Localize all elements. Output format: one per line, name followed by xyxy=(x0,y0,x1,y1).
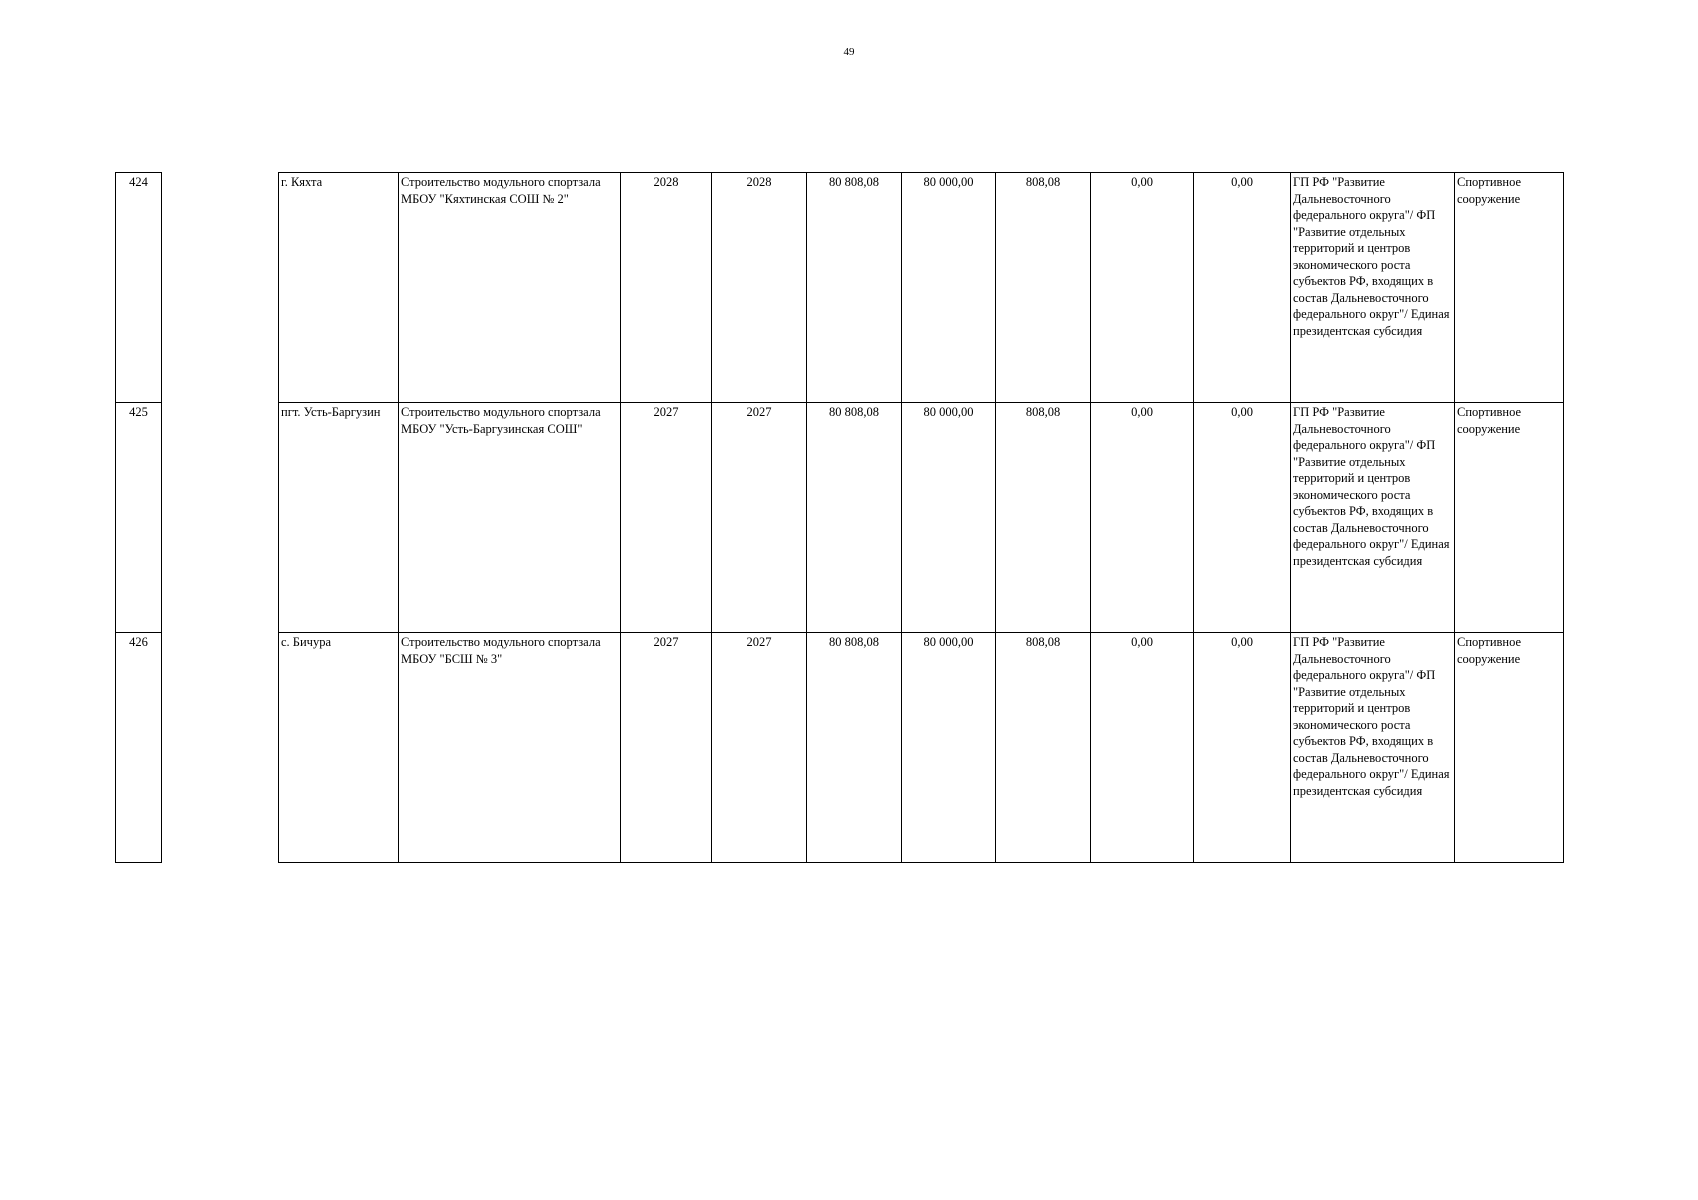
location-cell: пгт. Усть-Баргузин xyxy=(278,402,399,633)
row-number-cell: 426 xyxy=(115,632,162,863)
other-cell: 0,00 xyxy=(1193,632,1291,863)
year-start-cell: 2028 xyxy=(620,172,712,403)
other-cell: 0,00 xyxy=(1193,402,1291,633)
object-type-cell: Спортивное сооружение xyxy=(1454,632,1564,863)
federal-cell: 80 000,00 xyxy=(901,172,996,403)
object-type-cell: Спортивное сооружение xyxy=(1454,402,1564,633)
total-cell: 80 808,08 xyxy=(806,402,902,633)
local-cell: 0,00 xyxy=(1090,402,1194,633)
federal-cell: 80 000,00 xyxy=(901,402,996,633)
regional-cell: 808,08 xyxy=(995,172,1091,403)
program-cell: ГП РФ "Развитие Дальневосточного федерального округа"/ ФП "Развитие отдельных территорий и центров экономического роста субъектов РФ, входящих в состав Дальневосточного федерального округ"/ Единая президентская субсидия xyxy=(1290,172,1455,403)
total-cell: 80 808,08 xyxy=(806,172,902,403)
local-cell: 0,00 xyxy=(1090,632,1194,863)
location-cell: г. Кяхта xyxy=(278,172,399,403)
year-start-cell: 2027 xyxy=(620,632,712,863)
row-number-cell: 424 xyxy=(115,172,162,403)
table-row xyxy=(0,402,1698,633)
year-end-cell: 2028 xyxy=(711,172,807,403)
row-number-cell: 425 xyxy=(115,402,162,633)
table-row xyxy=(0,172,1698,403)
total-cell: 80 808,08 xyxy=(806,632,902,863)
year-start-cell: 2027 xyxy=(620,402,712,633)
table-row xyxy=(0,632,1698,863)
federal-cell: 80 000,00 xyxy=(901,632,996,863)
program-cell: ГП РФ "Развитие Дальневосточного федерального округа"/ ФП "Развитие отдельных территорий и центров экономического роста субъектов РФ, входящих в состав Дальневосточного федерального округ"/ Единая президентская субсидия xyxy=(1290,632,1455,863)
regional-cell: 808,08 xyxy=(995,632,1091,863)
page-number: 49 xyxy=(843,46,855,58)
regional-cell: 808,08 xyxy=(995,402,1091,633)
object-name-cell: Строительство модульного спортзала МБОУ "БСШ № 3" xyxy=(398,632,621,863)
object-name-cell: Строительство модульного спортзала МБОУ "Кяхтинская СОШ № 2" xyxy=(398,172,621,403)
other-cell: 0,00 xyxy=(1193,172,1291,403)
location-cell: с. Бичура xyxy=(278,632,399,863)
object-name-cell: Строительство модульного спортзала МБОУ "Усть-Баргузинская СОШ" xyxy=(398,402,621,633)
program-cell: ГП РФ "Развитие Дальневосточного федерального округа"/ ФП "Развитие отдельных территорий и центров экономического роста субъектов РФ, входящих в состав Дальневосточного федерального округ"/ Единая президентская субсидия xyxy=(1290,402,1455,633)
local-cell: 0,00 xyxy=(1090,172,1194,403)
year-end-cell: 2027 xyxy=(711,632,807,863)
year-end-cell: 2027 xyxy=(711,402,807,633)
object-type-cell: Спортивное сооружение xyxy=(1454,172,1564,403)
